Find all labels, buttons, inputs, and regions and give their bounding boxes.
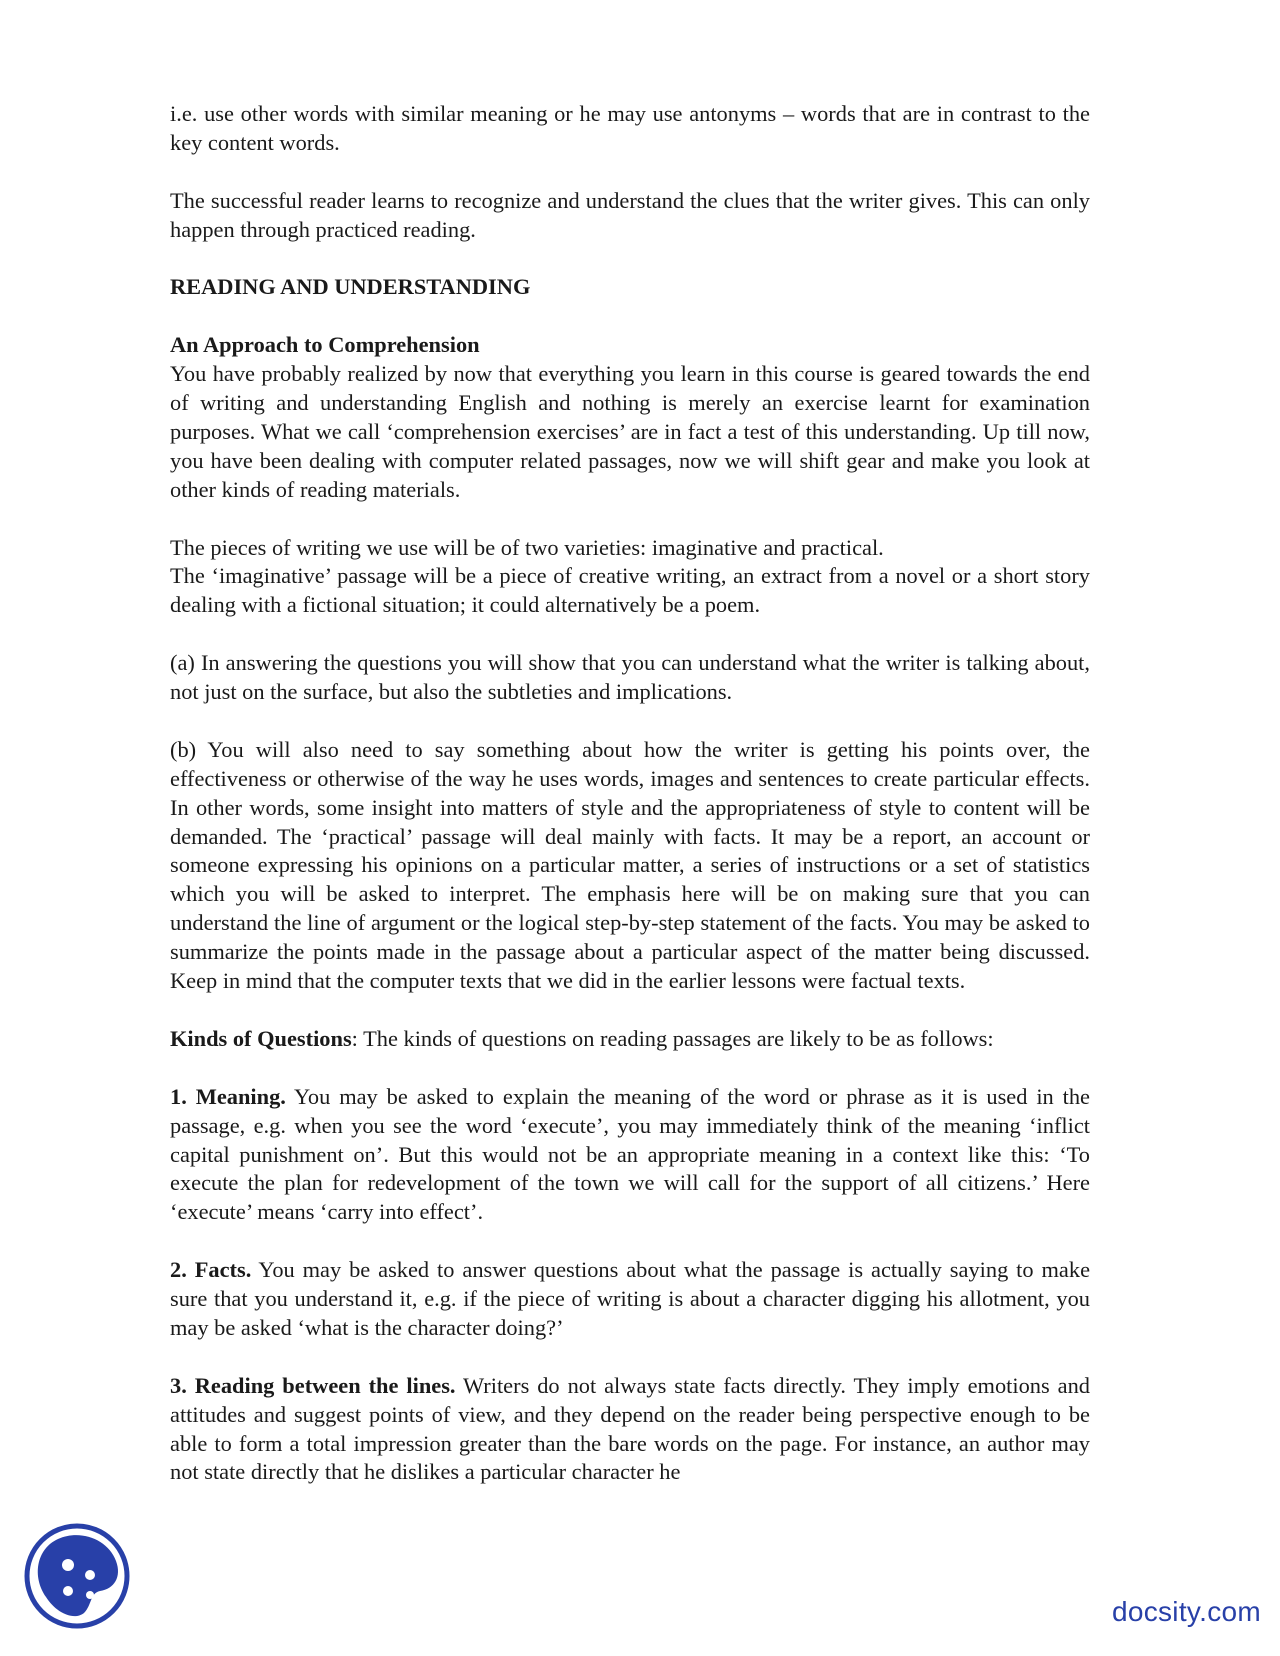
paragraph: i.e. use other words with similar meaning or he may use antonyms – words that are in contrast to the key content words. [170,101,1090,155]
paragraph: The ‘imaginative’ passage will be a piece of creative writing, an extract from a novel or a short story dealing with a fictional situation; it could alternatively be a poem. [170,563,1090,618]
question-label: 3. Reading between the lines. [170,1372,456,1398]
question-text: You may be asked to answer questions about what the passage is actually saying to make sure that you understand it, e.g. if the piece of writing is about a character digging his allotment, you may be asked ‘what is the character doing?’ [170,1257,1091,1340]
paragraph: You have probably realized by now that everything you learn in this course is geared towards the end of writing and understanding English and nothing is merely an exercise learnt for examination purposes. What we call ‘comprehension exercises’ are in fact a test of this understanding. Up till now, you have been dealing with computer related passages, now we will shift gear and make you look at other kinds of reading materials. [170,361,1090,502]
question-type-meaning [170,1083,1090,1228]
paragraph: The successful reader learns to recognize and understand the clues that the writer gives. This can only happen through practiced reading. [170,187,1090,242]
kinds-of-questions-paragraph [170,1025,1090,1054]
kinds-label: Kinds of Questions [170,1025,352,1051]
paragraph: The pieces of writing we use will be of two varieties: imaginative and practical. [170,534,884,560]
question-text: Writers do not always state facts directly. They imply emotions and attitudes and suggest points of view, and they depend on the reader being perspective enough to be able to form a total impression greater than the bare words on the page. For instance, an author may not state directly that he dislikes a particular character he [170,1372,1090,1485]
docsity-brand-link[interactable]: docsity.com [1111,1596,1261,1627]
subheading: An Approach to Comprehension [170,332,480,358]
document-body [170,100,1090,1516]
kinds-text: : The kinds of questions on reading passages are likely to be as follows: [351,1025,994,1051]
question-text: You may be asked to explain the meaning of the word or phrase as it is used in the passage, e.g. when you see the word ‘execute’, you may immediately think of the meaning ‘inflict capital punishment on’. But this would not be an appropriate meaning in a context like this: ‘To execute the plan for redevelopment of the town we will call for the support of all citizens.’ Here ‘execute’ means ‘carry into effect’. [170,1083,1090,1225]
section-heading: READING AND UNDERSTANDING [170,274,531,300]
docsity-logo-icon[interactable] [22,1519,132,1633]
question-label: 2. Facts. [170,1257,252,1283]
question-type-facts [170,1256,1090,1343]
question-label: 1. Meaning. [170,1083,286,1109]
question-type-reading-between-lines [170,1372,1090,1488]
paragraph: (a) In answering the questions you will show that you can understand what the writer is talking about, not just on the surface, but also the subtleties and implications. [170,650,1090,705]
paragraph: (b) You will also need to say something about how the writer is getting his points over, the effectiveness or otherwise of the way he uses words, images and sentences to create particular effects. In other words, some insight into matters of style and the appropriateness of style to content will be demanded. The ‘practical’ passage will deal mainly with facts. It may be a report, an account or someone expressing his opinions on a particular matter, a series of instructions or a set of statistics which you will be asked to interpret. The emphasis here will be on making sure that you can understand the line of argument or the logical step-by-step statement of the facts. You may be asked to summarize the points made in the passage about a particular aspect of the matter being discussed. Keep in mind that the computer texts that we did in the earlier lessons were factual texts. [170,736,1090,994]
